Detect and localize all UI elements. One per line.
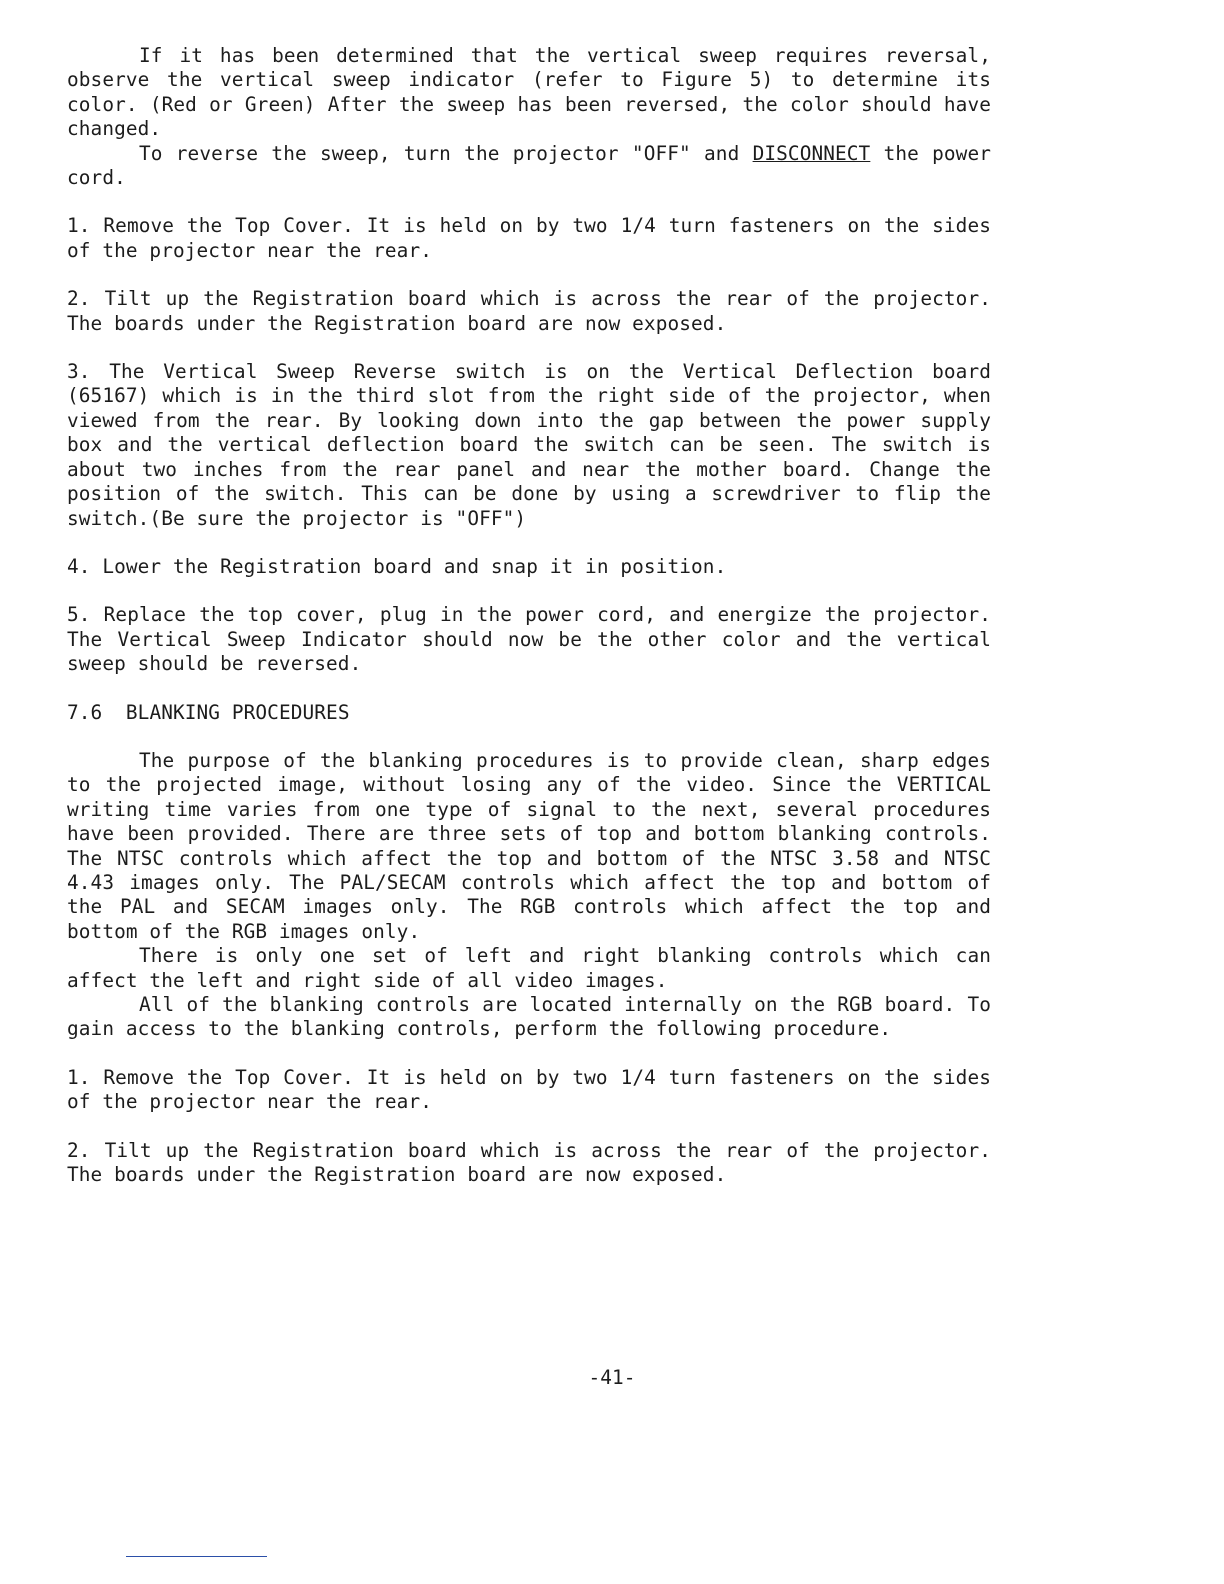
intro-text: To reverse the sweep, turn the projector "OFF" and <box>139 141 753 165</box>
intro-paragraph-disconnect <box>67 142 991 191</box>
page-body <box>67 44 991 1187</box>
list-item: 5. Replace the top cover, plug in the power cord, and energize the projector. The Vertical Sweep Indicator should now be the other color and the vertical sweep should be reversed. <box>67 603 991 676</box>
intro-text-end: the power cord. <box>67 141 991 190</box>
section-title: BLANKING PROCEDURES <box>125 700 350 724</box>
footer-rule <box>126 1556 267 1557</box>
body-paragraph: All of the blanking controls are located internally on the RGB board. To gain access to the blanking controls, perform the following procedure. <box>67 993 991 1041</box>
list-item: 2. Tilt up the Registration board which is across the rear of the projector. The boards under the Registration board are now exposed. <box>67 287 991 335</box>
section-heading <box>67 701 991 725</box>
list-item: 1. Remove the Top Cover. It is held on by two 1/4 turn fasteners on the sides of the projector near the rear. <box>67 214 991 262</box>
body-paragraph: The purpose of the blanking procedures is to provide clean, sharp edges to the projected image, without losing any of the video. Since the VERTICAL writing time varies from one type of signal to the next, several procedures have been provided. There are three sets of top and bottom blanking controls. The NTSC controls which affect the top and bottom of the NTSC 3.58 and NTSC 4.43 images only. The PAL/SECAM controls which affect the top and bottom of the PAL and SECAM images only. The RGB controls which affect the top and bottom of the RGB images only. <box>67 748 991 943</box>
list-item: 4. Lower the Registration board and snap it in position. <box>67 554 727 578</box>
section-number: 7.6 <box>67 700 103 724</box>
list-item: 3. The Vertical Sweep Reverse switch is on the Vertical Deflection board (65167) which is in the third slot from the right side of the projector, when viewed from the rear. By looking down into the gap between the power supply box and the vertical deflection board the switch can be seen. The switch is about two inches from the rear panel and near the mother board. Change the position of the switch. This can be done by using a screwdriver to flip the switch.(Be sure the projector is "OFF") <box>67 360 991 530</box>
list-item: 1. Remove the Top Cover. It is held on by two 1/4 turn fasteners on the sides of the projector near the rear. <box>67 1065 991 1114</box>
disconnect-emphasis: DISCONNECT <box>752 141 871 165</box>
page-number: -41- <box>588 1366 636 1389</box>
body-paragraph: There is only one set of left and right blanking controls which can affect the left and right side of all video images. <box>67 944 991 992</box>
list-item: 2. Tilt up the Registration board which is across the rear of the projector. The boards under the Registration board are now exposed. <box>67 1138 991 1187</box>
intro-paragraph: If it has been determined that the vertical sweep requires reversal, observe the vertical sweep indicator (refer to Figure 5) to determine its color. (Red or Green) After the sweep has been reversed, the color should have changed. <box>67 44 991 141</box>
